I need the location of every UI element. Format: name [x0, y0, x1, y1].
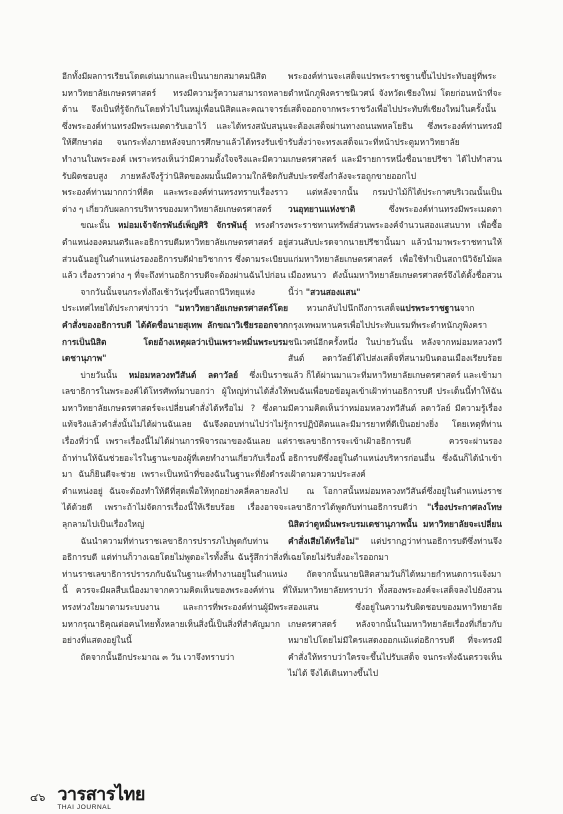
left-column: [62, 68, 288, 665]
page-number: ๔๖: [30, 791, 46, 804]
bold-term: "สวนสองแสน": [305, 286, 361, 297]
paragraph: บ่ายวันนั้น หม่อมหลวงทวีสันต์ ลดาวัลย์ ซึ่งเป็นราชเลขาธิการในพระองค์ได้โทรศัพท์มาบอกว่า ผู้ใหญ่ท่านได้สั่งให้มหาวิทยาลัยเกษตรศาสตร์จะเปลี่ยนคำสั่งได้หรือไม่ ? ซึ่งตามแท้จริงแล้วคำสั่งนั้นไม่ได้ผ่านฉันเลย ฉันจึงตอบท่านไปว่าไม่รู้เรื่องที่ว่านี้ เพราะเรื่องนี้ไม่ได้ผ่านการพิจารณาของฉันเลย แต่ถ้าท่านให้ฉันช่วยอะไรในฐานะของผู้ที่เคยทำงานเกี่ยวกับเรื่องนี้มา ฉันก็ยินดีจะช่วย เพราะเป็นหน้าที่ของฉันในฐานะที่ยังดำรงตำแหน่งอยู่ ฉันจะต้องทำให้ดีที่สุดเพื่อให้ทุกอย่างคลี่คลายลงไปได้ด้วยดี เพราะถ้าไม่จัดการเรื่องนี้ให้เรียบร้อย เรื่องอาจจะลุกลามไปเป็นเรื่องใหญ่: [62, 369, 289, 530]
bold-term: วนอุทยานแห่งชาติ: [288, 203, 356, 214]
bold-quote: "เรื่องประกาศลงโทษนิสิตว่าดูหมิ่นพระบรมเดชานุภาพนั้น มหาวิทยาลัยจะเปลี่ยนคำสั่งเสียได้หรือไม่": [288, 502, 502, 546]
paragraph: ณ โอกาสนั้นหม่อมหลวงทวีสันต์ซึ่งอยู่ในตำแหน่งราชเลขาธิการได้พูดกับท่านอธิการบดีว่า "เรื่องประกาศลงโทษนิสิตว่าดูหมิ่นพระบรมเดชานุภาพนั้น มหาวิทยาลัยจะเปลี่ยนคำสั่งเสียได้หรือไม่" แต่ปรากฏว่าท่านอธิการบดีซึ่งท่านจึงเฉยโดยไม่รับสั่งอะไรออกมา: [288, 485, 502, 563]
paragraph: อีกทั้งมีผลการเรียนโดดเด่นมากและเป็นนายกสมาคมนิสิตมหาวิทยาลัยเกษตรศาสตร์ ทรงมีความรู้ความสามารถหลายด้าน จึงเป็นที่รู้จักกันโดยทั่วไปในหมู่เพื่อนนิสิตและคณาจารย์ ซึ่งพระองค์ท่านทรงมีพระเมตตารับเอาไว้ และได้ทรงสนับสนุนให้ศึกษาต่อ จนกระทั่งภายหลังจบการศึกษาแล้วได้ทรงรับเข้าทำงานในพระองค์ เพราะทรงเห็นว่ามีความตั้งใจจริงและมีความรับผิดชอบสูง ภายหลังจึงรู้ว่านิสิตของผมนั้นมีความใกล้ชิดกับพระองค์ท่านมากกว่าที่คิด และพระองค์ท่านทรงทราบเรื่องราวต่าง ๆ เกี่ยวกับผลการบริหารของมหาวิทยาลัยเกษตรศาสตร์: [62, 71, 288, 214]
bold-name: หม่อมเจ้าจักรพันธ์เพ็ญศิริ จักรพันธุ์: [117, 220, 248, 231]
journal-logo: [57, 786, 145, 812]
paragraph: พระองค์ท่านจะเสด็จแปรพระราชฐานขึ้นไปประทับอยู่ที่พระตำหนักภูพิงคราชนิเวศน์ จังหวัดเชียงใหม่ โดยก่อนหน้าที่จะเสด็จออกจากพระราชวังเพื่อไปประทับที่เชียงใหม่ในครั้งนั้นจะต้องเสด็จผ่านทางถนนพหลโยธิน ซึ่งพระองค์ท่านทรงมีรับสั่งว่าจะทรงเสด็จแวะที่หน้าประตูมหาวิทยาลัยเกษตรศาสตร์ และมีรายการหนึ่งชื่อนายปรีชา ได้ไปทำสวนสับปะรดซึ่งกำลังจะรอถูกขายออกไป: [288, 71, 502, 181]
bold-quote: "มหาวิทยาลัยเกษตรศาสตร์โดยคำสั่งของอธิการบดี ได้ตัดชื่อนายสุเทพ ลักขณาวิเชียรออกจากการเป็นนิสิต โดยอ้างเหตุผลว่าเป็นเพราะหมิ่นพระบรมเดชานุภาพ": [62, 303, 288, 364]
bold-term: แปรพระราชฐาน: [400, 303, 460, 314]
paragraph: ฉันนำความที่ท่านราชเลขาธิการปรารภไปพูดกับท่านอธิการบดี แต่ท่านก็วางเฉยโดยไม่พูดอะไรทั้งสิ้น ฉันรู้สึกว่าสิ่งที่ท่านราชเลขาธิการปรารภกับฉันในฐานะที่ทำงานอยู่ในตำแหน่งนี้ ควรจะมีผลสืบเนื่องมาจากความคิดเห็นของพระองค์ท่าน ที่ทรงห่วงใยมาตามระบบงาน และการที่พระองค์ท่านผู้มีพระมหากรุณาธิคุณต่อคนไทยทั้งหลายเห็นสิ่งนี้เป็นสิ่งที่สำคัญมากอย่างที่แสดงอยู่ในนี้: [62, 535, 288, 646]
paragraph: ขณะนั้น หม่อมเจ้าจักรพันธ์เพ็ญศิริ จักรพันธุ์ ทรงดำรงตำแหน่งองคมนตรีและอธิการบดีมหาวิทยาลัยเกษตรศาสตร์ อยู่ ส่วนฉันอยู่ในตำแหน่งรองอธิการบดีฝ่ายวิชาการ ซึ่งตามระเบียบแล้ว เรื่องราวต่าง ๆ ที่จะถึงท่านอธิการบดีจะต้องผ่านฉันไปก่อน: [62, 220, 288, 281]
paragraph: ถัดจากนั้นอีกประมาณ ๓ วัน เวาจึงทราบว่า: [80, 651, 235, 662]
logo-subtitle: THAI JOURNAL: [57, 804, 112, 811]
paragraph: จากวันนั้นจนกระทั่งถึงเช้าวันรุ่งขึ้นสถานีวิทยุแห่งประเทศไทยได้ประกาศข่าวว่า "มหาวิทยาลัยเกษตรศาสตร์โดยคำสั่งของอธิการบดี ได้ตัดชื่อนายสุเทพ ลักขณาวิเชียรออกจากการเป็นนิสิต โดยอ้างเหตุผลว่าเป็นเพราะหมิ่นพระบรมเดชานุภาพ": [62, 286, 288, 364]
logo-title: วารสารไทย: [57, 784, 145, 805]
paragraph: ถัดจากนั้นนายนิสิตสามวันก็ได้หมายกำหนดการแจ้งมาให้มหาวิทยาลัยทราบว่า ทั้งสองพระองค์จะเสด็จลงไปยังสวนสองแสน ซึ่งอยู่ในความรับผิดชอบของมหาวิทยาลัยเกษตรศาสตร์ หลังจากนั้นในมหาวิทยาลัยเรื่องที่เกี่ยวกับหมายไปโดยไม่มีใครแสดงออกแม้แต่อธิการบดี ที่จะทรงมีคำสั่งให้ทราบว่าใครจะขึ้นไปรับเสด็จ จนกระทั่งฉันตรวจเห็นไม่ได้ จึงได้เดินทางขึ้นไป: [288, 568, 502, 679]
bold-name: หม่อมหลวงทวีสันต์ ลดาวัลย์: [128, 369, 238, 380]
paragraph: หวนกลับไปนึกถึงการเสด็จแปรพระราชฐานจากกรุงเทพมหานครเพื่อไปประทับแรมที่พระตำหนักภูพิงคราชนิเวศน์อีกครั้งหนึ่ง ในบ่ายวันนั้น หลังจากหม่อมหลวงทวีสันต์ ลดาวัลย์ได้ไปส่งเสด็จที่สนามบินดอนเมืองเรียบร้อยแล้ว ก็ได้ผ่านมาแวะที่มหาวิทยาลัยเกษตรศาสตร์ และเข้ามาพบฉันเพื่อขอข้อมูลเข้าเฝ้าท่านอธิการบดี ประเด็นนี้ทำให้ฉันมีความคิดเห็นว่าหม่อมหลวงทวีสันต์ ลดาวัลย์ มีความรู้เรื่องการปฏิบัติตนและมีมารยาทที่ดีเป็นอย่างยิ่ง โดยเหตุที่ท่านราชเลขาธิการจะเข้าเฝ้าอธิการบดี ควรจะผ่านรองอธิการบดีซึ่งอยู่ในตำแหน่งบริหารก่อนอื่น ซึ่งฉันก็ได้นำเข้าเฝ้าตามความประสงค์: [288, 303, 502, 480]
page-footer: [30, 772, 145, 812]
paragraph: แต่หลังจากนั้น กรมป่าไม้ก็ได้ประกาศบริเวณนั้นเป็นวนอุทยานแห่งชาติ ซึ่งพระองค์ท่านทรงมีพระเมตตาพระราชทานทรัพย์ส่วนพระองค์จำนวนสองแสนบาท เพื่อซื้อสวนสับปะรดจากนายปรีชานั้นมา แล้วนำมาพระราชทานให้แก่มหาวิทยาลัยเกษตรศาสตร์ เพื่อใช้ทำเป็นสถานีวิจัยไม้ผลเมืองหนาว ดังนั้นมหาวิทยาลัยเกษตรศาสตร์จึงได้ตั้งชื่อสวนนี้ว่า "สวนสองแสน": [288, 187, 502, 297]
right-column: [288, 68, 502, 682]
